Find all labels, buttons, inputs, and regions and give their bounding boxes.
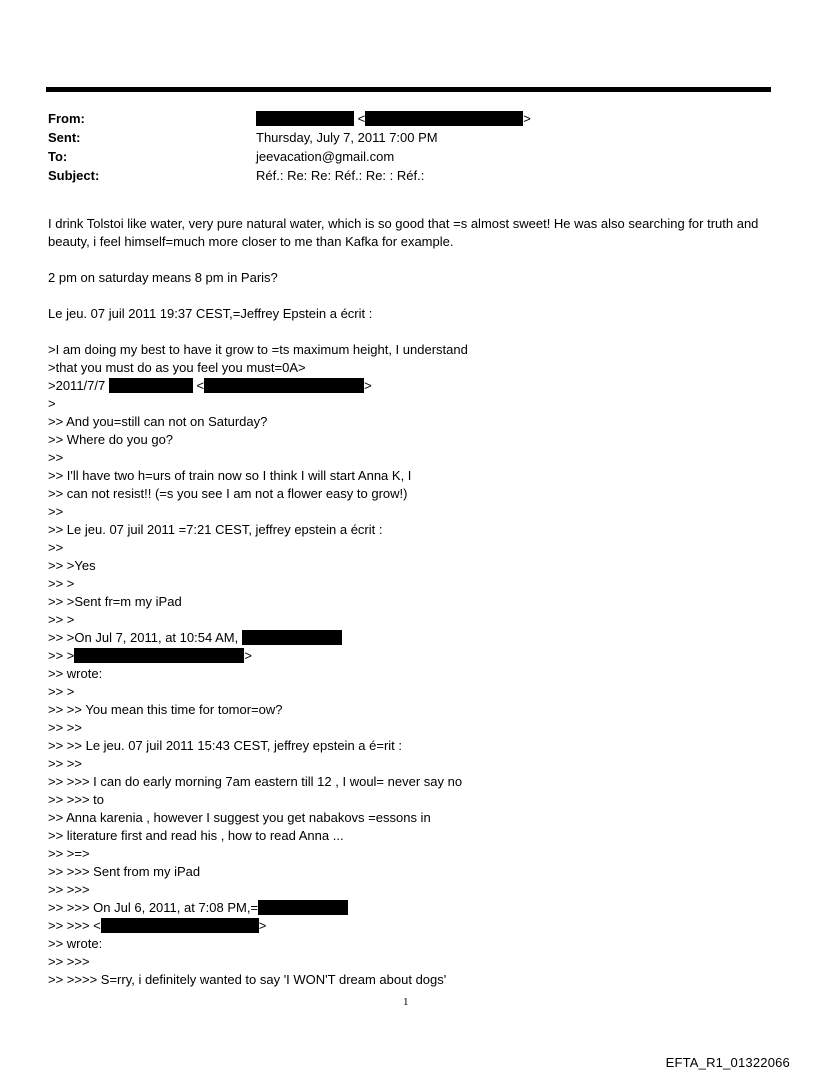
quoted-line: >> literature first and read his , how to read Anna ... [48, 828, 344, 843]
body-paragraph: Le jeu. 07 juil 2011 19:37 CEST,=Jeffrey Epstein a écrit : [48, 306, 373, 321]
quoted-line [48, 917, 773, 935]
quoted-line: >> [48, 540, 64, 555]
quoted-line: >> [48, 450, 64, 465]
quoted-line: >> Where do you go? [48, 432, 174, 447]
quoted-line [48, 377, 773, 395]
quoted-line: >that you must do as you feel you must=0A> [48, 360, 306, 375]
header-divider [46, 87, 771, 92]
quoted-line: >> And you=still can not on Saturday? [48, 414, 268, 429]
quoted-text: > [244, 648, 252, 663]
redaction-block [242, 630, 342, 645]
subject-value: Réf.: Re: Re: Réf.: Re: : Réf.: [256, 168, 425, 183]
quoted-line: >> >>> [48, 882, 90, 897]
redaction-block [101, 918, 259, 933]
quoted-text: > [364, 378, 372, 393]
quoted-line: >> >> You mean this time for tomor=ow? [48, 702, 283, 717]
quoted-text: >2011/7/7 [48, 378, 106, 393]
quoted-line: >> I'll have two h=urs of train now so I think I will start Anna K, I [48, 468, 412, 483]
quoted-line: >> >Yes [48, 558, 96, 573]
redaction-block [74, 648, 244, 663]
quoted-line: >> >=> [48, 846, 90, 861]
email-body [48, 215, 773, 989]
quoted-line: >> > [48, 612, 75, 627]
quoted-line: >> wrote: [48, 666, 103, 681]
redaction-block [258, 900, 348, 915]
quoted-line: >> >>> I can do early morning 7am eastern till 12 , I woul= never say no [48, 774, 463, 789]
quoted-line: >> >>> to [48, 792, 105, 807]
bates-number: EFTA_R1_01322066 [665, 1055, 790, 1070]
quoted-line: >> >>>> S=rry, i definitely wanted to say 'I WON'T dream about dogs' [48, 972, 447, 987]
quoted-text: < [196, 378, 205, 393]
page-number: 1 [403, 996, 409, 1008]
quoted-line [48, 629, 773, 647]
quoted-thread [48, 341, 773, 989]
sent-label: Sent: [48, 130, 81, 145]
quoted-text: >> >On Jul 7, 2011, at 10:54 AM, [48, 630, 239, 645]
quoted-line: >> >> [48, 756, 82, 771]
quoted-line: >> [48, 504, 64, 519]
quoted-line: >> >>> [48, 954, 90, 969]
body-paragraph: I drink Tolstoi like water, very pure natural water, which is so good that =s almost sweet! He was also searching for truth and beauty, i feel himself=much more closer to me than Kafka for example. [48, 216, 759, 249]
quoted-line [48, 647, 773, 665]
quoted-line: >I am doing my best to have it grow to =ts maximum height, I understand [48, 342, 468, 357]
quoted-text: > [258, 918, 267, 933]
quoted-line: >> >>> Sent from my iPad [48, 864, 201, 879]
from-label: From: [48, 111, 85, 126]
quoted-line: >> wrote: [48, 936, 103, 951]
redaction-block [365, 111, 523, 126]
to-value: jeevacation@gmail.com [256, 149, 395, 164]
from-gt: > [523, 111, 531, 126]
to-label: To: [48, 149, 68, 164]
quoted-line: >> >> Le jeu. 07 juil 2011 15:43 CEST, jeffrey epstein a é=rit : [48, 738, 403, 753]
from-lt: < [357, 111, 366, 126]
quoted-text: >> > [48, 648, 75, 663]
body-paragraph: 2 pm on saturday means 8 pm in Paris? [48, 270, 278, 285]
quoted-line: >> >Sent fr=m my iPad [48, 594, 182, 609]
quoted-line: >> >> [48, 720, 82, 735]
quoted-text: >> >>> < [48, 918, 101, 933]
quoted-line: >> > [48, 576, 75, 591]
quoted-line: >> can not resist!! (=s you see I am not a flower easy to grow!) [48, 486, 408, 501]
subject-label: Subject: [48, 168, 100, 183]
quoted-line: > [48, 396, 56, 411]
redaction-block [256, 111, 354, 126]
quoted-line: >> Le jeu. 07 juil 2011 =7:21 CEST, jeffrey epstein a écrit : [48, 522, 383, 537]
redaction-block [204, 378, 364, 393]
from-value [256, 109, 531, 128]
quoted-line [48, 899, 773, 917]
redaction-block [109, 378, 193, 393]
quoted-text: >> >>> On Jul 6, 2011, at 7:08 PM,= [48, 900, 259, 915]
quoted-line: >> > [48, 684, 75, 699]
quoted-line: >> Anna karenia , however I suggest you get nabakovs =essons in [48, 810, 431, 825]
sent-value: Thursday, July 7, 2011 7:00 PM [256, 130, 438, 145]
